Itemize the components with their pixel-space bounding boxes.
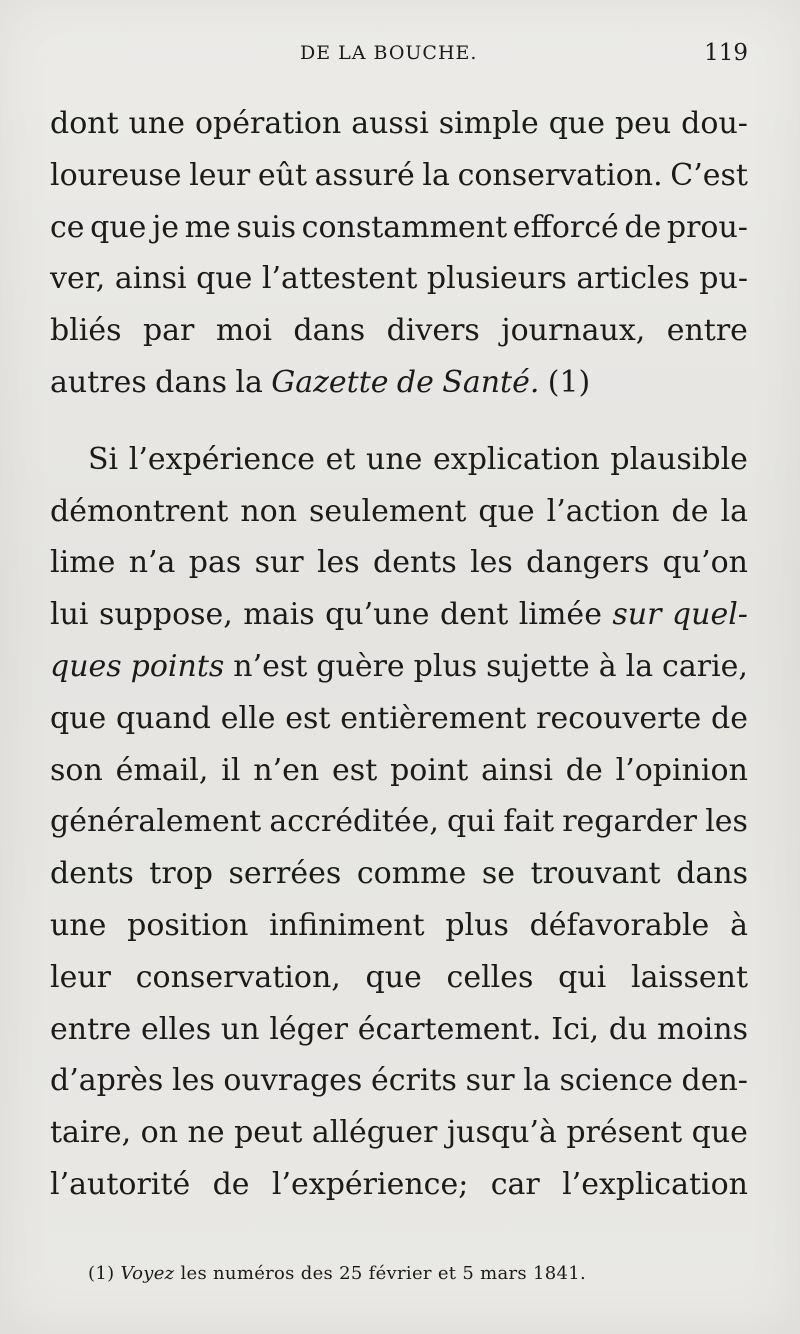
word: ainsi	[481, 752, 553, 788]
word: non	[240, 493, 298, 529]
word: simple	[438, 106, 539, 141]
text-line	[50, 305, 748, 357]
word: entièrement	[340, 700, 527, 736]
word: infiniment	[269, 907, 425, 943]
word: dangers	[526, 545, 650, 581]
word: qui	[558, 959, 607, 995]
word: ouvrages	[223, 1063, 363, 1099]
word: laissent	[631, 959, 748, 995]
text-line	[50, 848, 748, 900]
word: que	[691, 1115, 748, 1151]
word: les	[470, 545, 513, 581]
word: sur	[254, 545, 304, 581]
word: son	[50, 752, 103, 788]
word: ques	[50, 648, 122, 684]
word: l’expérience;	[271, 1166, 469, 1202]
word: dans	[293, 313, 366, 349]
text-line	[50, 1107, 748, 1159]
paragraph-gap	[50, 409, 748, 434]
word: défavorable	[529, 907, 710, 943]
text-line	[50, 1159, 748, 1211]
word: entre	[666, 313, 748, 349]
word: taire,	[50, 1115, 132, 1151]
footnote	[88, 1263, 586, 1284]
word: par	[142, 313, 195, 349]
word: entre	[50, 1011, 132, 1047]
word: les	[316, 545, 360, 581]
word: recouverte	[536, 700, 702, 736]
word: n’en	[253, 752, 320, 788]
word: de	[671, 493, 709, 529]
word: conservation.	[457, 157, 663, 193]
word: lime	[50, 545, 116, 581]
word: fait	[503, 804, 554, 840]
word: elles	[141, 1011, 212, 1047]
word: l’attestent	[261, 261, 418, 297]
text-line	[50, 98, 748, 150]
word: elle	[220, 700, 276, 736]
word: une	[128, 106, 186, 141]
word: on	[140, 1115, 179, 1151]
text-line	[50, 693, 748, 745]
word: dans	[676, 856, 748, 892]
word: une	[50, 907, 107, 943]
paragraph	[50, 434, 748, 1211]
word: que	[196, 261, 253, 297]
word: regarder	[562, 804, 698, 840]
word: de	[624, 209, 662, 245]
word: de	[711, 700, 748, 736]
word: du	[608, 1011, 648, 1047]
word: C’est	[670, 157, 748, 193]
word: trop	[149, 856, 213, 892]
word: la	[625, 648, 654, 684]
word: bliés	[50, 313, 122, 349]
word: trouvant	[530, 856, 661, 892]
text-line	[50, 796, 748, 848]
footnote-marker: (1)	[88, 1263, 115, 1284]
text-line	[50, 1004, 748, 1056]
word: écartement.	[357, 1011, 542, 1047]
word: que	[365, 959, 422, 995]
word: et	[325, 441, 356, 477]
word: à	[730, 907, 748, 943]
word: je	[151, 209, 180, 245]
word: dents	[50, 856, 134, 892]
word: position	[127, 907, 249, 943]
word: assuré	[314, 157, 415, 193]
word: efforcé	[512, 209, 619, 245]
word: que	[548, 106, 605, 141]
body-text	[50, 98, 748, 1211]
word: constamment	[301, 209, 508, 245]
text-line	[50, 952, 748, 1004]
word: généralement	[50, 804, 262, 840]
word: prou-	[666, 209, 748, 245]
word: celles	[446, 959, 534, 995]
word: est	[332, 752, 378, 788]
word: jusqu’à	[446, 1115, 557, 1151]
word: l’autorité	[50, 1166, 191, 1202]
word: Si	[88, 441, 119, 477]
word: articles	[576, 261, 690, 297]
word: science	[559, 1063, 673, 1099]
paragraph	[50, 98, 748, 409]
word: lui	[50, 597, 89, 633]
word: la	[422, 157, 450, 193]
word: autres	[50, 364, 147, 400]
word: plausible	[610, 441, 748, 477]
word: point	[390, 752, 469, 788]
word: comme	[356, 856, 467, 892]
word: la	[523, 1063, 551, 1099]
word: leur	[50, 959, 112, 995]
footnote-italic-word: Voyez	[120, 1263, 175, 1284]
word: quand	[116, 700, 211, 736]
word: quel-	[671, 597, 748, 633]
word: que	[90, 209, 147, 245]
word: l’explication	[562, 1166, 748, 1202]
word: explication	[433, 441, 600, 477]
word: que	[50, 700, 107, 736]
word: se	[481, 856, 516, 892]
word: présent	[566, 1115, 683, 1151]
word: qui	[447, 804, 496, 840]
word: un	[220, 1011, 260, 1047]
text-line	[50, 202, 748, 254]
word: sur	[465, 1063, 515, 1099]
text-line	[50, 641, 748, 693]
word: journaux,	[501, 313, 646, 349]
word: Santé.	[442, 364, 540, 400]
word: car	[490, 1166, 540, 1202]
word: ver,	[50, 261, 106, 297]
word: plus	[445, 907, 509, 943]
word: (1)	[547, 364, 591, 400]
word: limée	[518, 597, 602, 633]
word: leur	[189, 157, 251, 193]
word: qu’on	[662, 545, 748, 581]
word: est	[285, 700, 331, 736]
word: opération	[194, 106, 342, 141]
word: alléguer	[311, 1115, 438, 1151]
word: moi	[215, 313, 272, 349]
word: il	[221, 752, 241, 788]
word: aussi	[351, 106, 429, 141]
word: n’a	[128, 545, 176, 581]
word: conservation,	[135, 959, 341, 995]
running-head: DE LA BOUCHE.	[300, 42, 478, 64]
word: dont	[50, 106, 119, 141]
word: serrées	[228, 856, 342, 892]
word: carie,	[662, 648, 748, 684]
word: points	[130, 648, 225, 684]
word: sujette	[486, 648, 590, 684]
word: pas	[188, 545, 242, 581]
text-line	[50, 900, 748, 952]
word: ne	[187, 1115, 225, 1151]
word: émail,	[115, 752, 209, 788]
word: démontrent	[50, 493, 229, 529]
word: den-	[681, 1063, 748, 1099]
word: de	[212, 1166, 250, 1202]
text-line	[50, 1055, 748, 1107]
word: les	[705, 804, 748, 840]
word: accréditée,	[269, 804, 439, 840]
text-line	[50, 150, 748, 202]
word: plus	[413, 648, 478, 684]
word: la	[720, 493, 748, 529]
word: n’est	[233, 648, 308, 684]
word: Ici,	[551, 1011, 600, 1047]
word: l’expérience	[128, 441, 316, 477]
word: sur	[612, 597, 662, 633]
word: écrits	[370, 1063, 457, 1099]
word: peu	[614, 106, 672, 141]
word: mais	[243, 597, 315, 633]
word: moins	[657, 1011, 748, 1047]
word: dent	[440, 597, 509, 633]
word: la	[235, 364, 263, 400]
footnote-text: les numéros des 25 février et 5 mars 1841.	[180, 1263, 587, 1284]
word: pu-	[699, 261, 748, 297]
word: d’après	[50, 1063, 164, 1099]
word: divers	[386, 313, 480, 349]
text-line	[50, 589, 748, 641]
word: seulement	[309, 493, 467, 529]
text-line	[50, 434, 748, 486]
word: plusieurs	[426, 261, 567, 297]
text-line	[50, 537, 748, 589]
word: qu’une	[325, 597, 430, 633]
word: une	[366, 441, 423, 477]
text-line	[50, 486, 748, 538]
word: dents	[373, 545, 457, 581]
text-line	[50, 745, 748, 797]
word: loureuse	[50, 157, 182, 193]
word: suppose,	[98, 597, 233, 633]
word: guère	[316, 648, 405, 684]
page-number: 119	[704, 40, 748, 66]
word: à	[598, 648, 617, 684]
word: l’opinion	[615, 752, 748, 788]
word: dans	[155, 364, 227, 400]
word: de	[396, 364, 434, 400]
word: dou-	[681, 106, 748, 141]
word: me	[184, 209, 231, 245]
word: ainsi	[114, 261, 187, 297]
word: que	[478, 493, 535, 529]
text-line	[50, 253, 748, 305]
word: léger	[269, 1011, 348, 1047]
word: ce	[50, 209, 85, 245]
word: eût	[257, 157, 308, 193]
word: Gazette	[271, 364, 389, 400]
word: suis	[236, 209, 297, 245]
word: de	[565, 752, 603, 788]
text-line	[50, 357, 748, 409]
word: les	[171, 1063, 215, 1099]
word: l’action	[546, 493, 660, 529]
word: peut	[234, 1115, 303, 1151]
